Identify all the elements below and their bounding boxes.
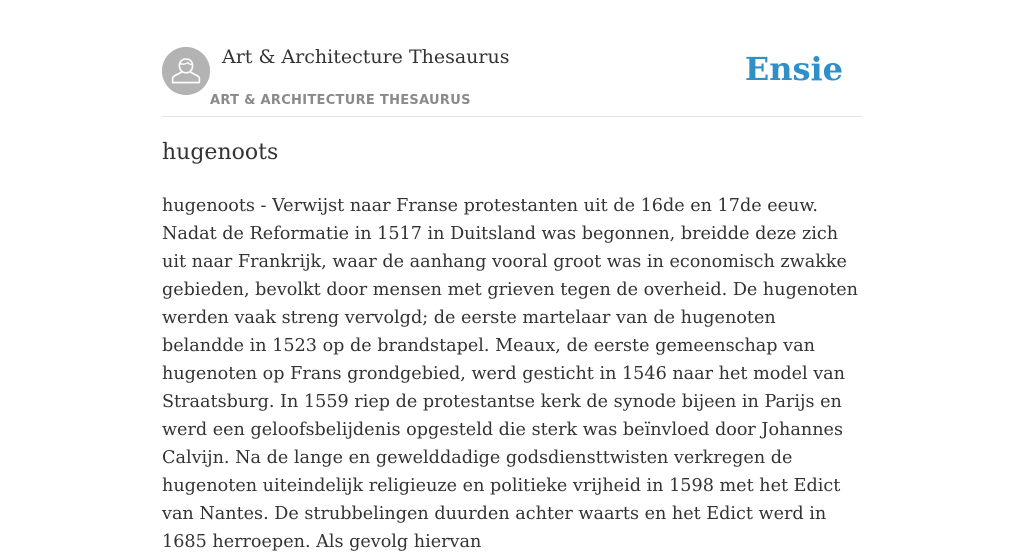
source-title-link[interactable]: Art & Architecture Thesaurus: [222, 46, 510, 68]
entry-term-title: hugenoots: [162, 140, 279, 165]
source-header: [162, 46, 862, 117]
user-avatar-icon[interactable]: [162, 47, 210, 95]
ensie-logo-link[interactable]: Ensie: [744, 50, 843, 88]
source-subtitle: ART & ARCHITECTURE THESAURUS: [210, 93, 471, 108]
person-outline-icon: [162, 47, 210, 95]
entry-definition-text: hugenoots - Verwijst naar Franse protestanten uit de 16de en 17de eeuw. Nadat de Reformatie in 1517 in Duitsland was begonnen, breidde deze zich uit naar Frankrijk, waar de aanhang vooral groot was in economisch zwakke gebieden, bevolkt door mensen met grieven tegen de overheid. De hugenoten werden vaak streng vervolgd; de eerste martelaar van de hugenoten belandde in 1523 op de brandstapel. Meaux, de eerste gemeenschap van hugenoten op Frans grondgebied, werd gesticht in 1546 naar het model van Straatsburg. In 1559 riep de protestantse kerk de synode bijeen in Parijs en werd een geloofsbelijdenis opgesteld die sterk was beïnvloed door Johannes Calvijn. Na de lange en gewelddadige godsdiensttwisten verkregen de hugenoten uiteindelijk religieuze en politieke vrijheid in 1598 met het Edict van Nantes. De strubbelingen duurden achter waarts en het Edict werd in 1685 herroepen. Als gevolg hiervan: [162, 196, 859, 552]
